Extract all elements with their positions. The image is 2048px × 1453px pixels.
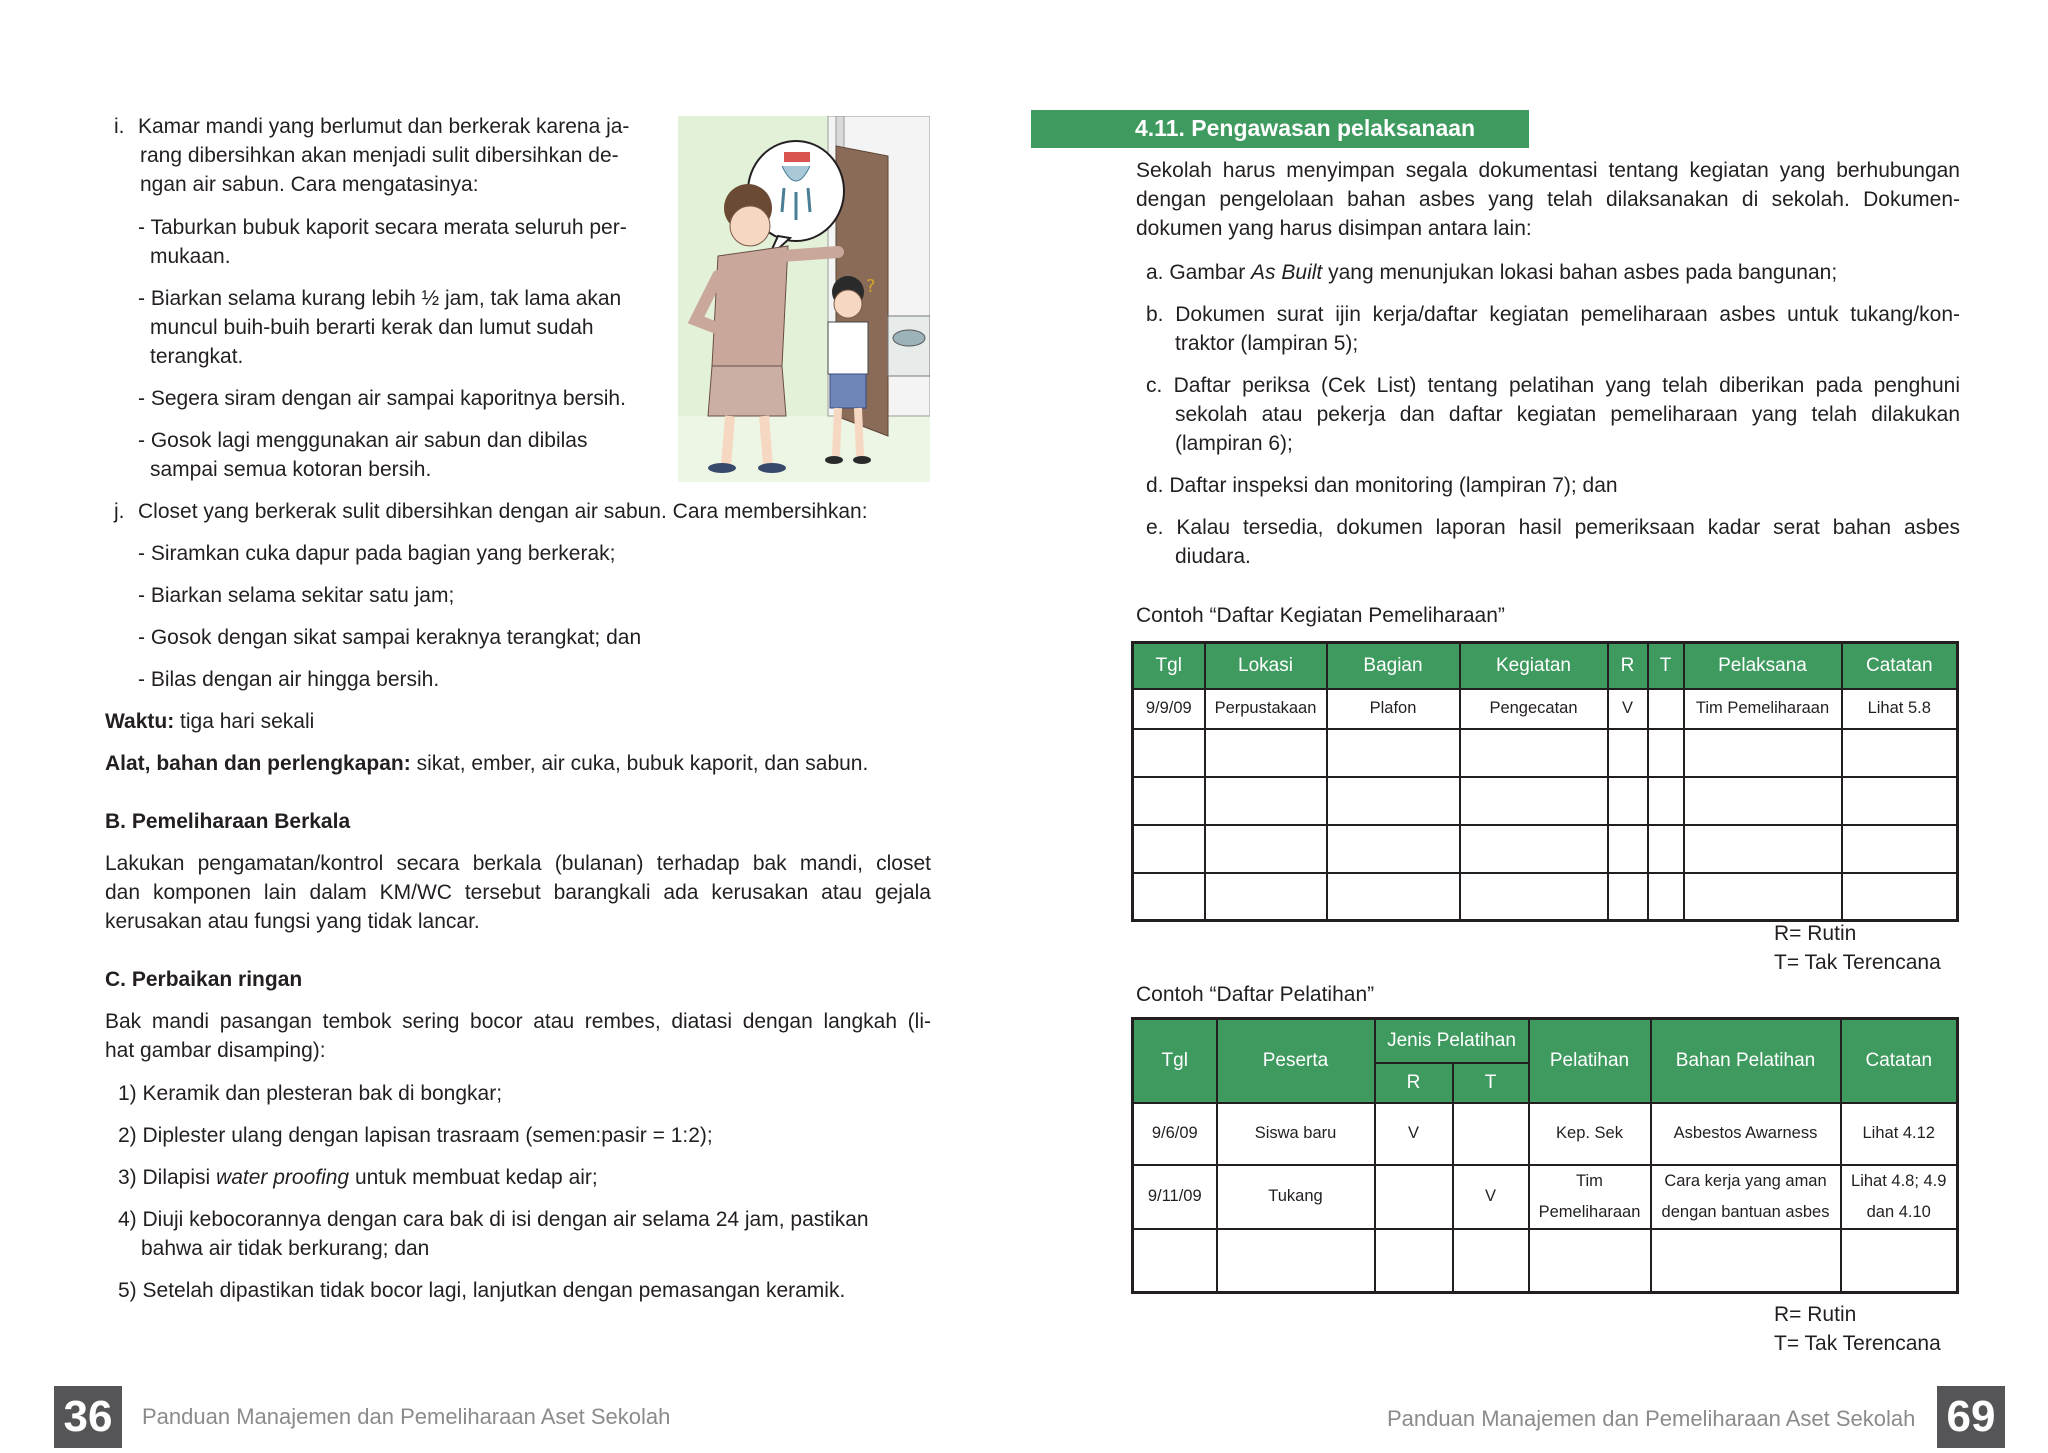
table1-cell [1842,825,1958,873]
section-c-step-5: 5) Setelah dipastikan tidak bocor lagi, lanjutkan dengan pemasangan keramik. [118,1279,846,1302]
table1-cell: Pengecatan [1460,689,1608,729]
bathroom-cleaning-illustration [678,116,930,482]
left-footer-title: Panduan Manajemen dan Pemeliharaan Aset Sekolah [142,1404,671,1429]
doc-c-line-3: (lampiran 6); [1175,432,1293,455]
table1-cell [1133,777,1205,825]
table2-header-t: T [1453,1063,1529,1103]
table1-cell: 9/9/09 [1133,689,1205,729]
table1-cell [1608,729,1648,777]
table1-cell [1460,873,1608,921]
table1-cell [1205,729,1327,777]
section-b-line-3: kerusakan atau fungsi yang tidak lancar. [105,910,480,933]
alat-label: Alat, bahan dan perlengkapan: [105,752,411,775]
table1-cell [1842,873,1958,921]
table1-cell [1205,825,1327,873]
table1-header-kegiatan: Kegiatan [1460,643,1608,689]
table1-header-catatan: Catatan [1842,643,1958,689]
table1-cell [1608,777,1648,825]
table1-cell [1327,825,1460,873]
section-c-step-3-b: water proofing [216,1166,350,1189]
table2-cell: Asbestos Awarness [1651,1103,1841,1165]
table1-header-pelaksana: Pelaksana [1684,643,1842,689]
item-i-line-1: Kamar mandi yang berlumut dan berkerak karena ja- [138,115,630,138]
item-j-text: Closet yang berkerak sulit dibersihkan dengan air sabun. Cara membersihkan: [138,500,868,523]
doc-e-line-1: e. Kalau tersedia, dokumen laporan hasil pemeriksaan kadar serat bahan asbes [1146,516,1960,539]
table1-header-r: R [1608,643,1648,689]
table1-header-row [1133,643,1958,689]
table-row [1133,825,1958,873]
table2-header-jenis: Jenis Pelatihan [1375,1019,1529,1063]
table1-cell [1648,689,1684,729]
table1-cell [1460,825,1608,873]
section-c-step-3 [118,1163,598,1192]
table-row [1133,729,1958,777]
item-i-marker: i. [114,115,125,138]
intro-line-1: Sekolah harus menyimpan segala dokumentasi tentang kegiatan yang berhubungan [1136,159,1960,182]
section-c-step-4-line-1: 4) Diuji kebocorannya dengan cara bak di isi dengan air selama 24 jam, pastikan [118,1208,869,1231]
section-b-body [105,849,931,936]
table1-cell [1133,729,1205,777]
table1-cell [1684,825,1842,873]
item-i-step-1-line-2: mukaan. [150,245,231,268]
doc-b [1146,300,1960,358]
table2-cell: Lihat 4.12 [1841,1103,1958,1165]
table2-legend-t: T= Tak Terencana [1774,1332,1941,1355]
intro-line-2: dengan pengelolaan bahan asbes yang telah dilaksanakan di sekolah. Dokumen- [1136,188,1960,211]
table1-cell [1842,777,1958,825]
item-j-step-2: - Biarkan selama sekitar satu jam; [138,584,455,607]
section-title-bar [1031,110,1529,148]
doc-e-line-2: diudara. [1175,545,1251,568]
item-i-step-2-line-1: - Biarkan selama kurang lebih ½ jam, tak lama akan [138,287,622,310]
item-i-step-2-line-2: muncul buih-buih berarti kerak dan lumut sudah [150,316,594,339]
table1-cell [1460,777,1608,825]
table2-cell [1375,1229,1453,1293]
table2-header-bahan: Bahan Pelatihan [1651,1019,1841,1103]
section-c-step-1: 1) Keramik dan plesteran bak di bongkar; [118,1082,503,1105]
item-i-step-2-line-3: terangkat. [150,345,244,368]
alat-line [105,749,868,778]
doc-a-prefix: a. Gambar [1146,261,1252,284]
table1-caption: Contoh “Daftar Kegiatan Pemeliharaan” [1136,604,1505,627]
table2-cell [1453,1103,1529,1165]
section-title: 4.11. Pengawasan pelaksanaan [1135,115,1476,141]
table1-cell [1608,873,1648,921]
intro-line-3: dokumen yang harus disimpan antara lain: [1136,217,1532,240]
table-row [1133,873,1958,921]
item-i-step-4-line-2: sampai semua kotoran bersih. [150,458,432,481]
table2-caption: Contoh “Daftar Pelatihan” [1136,983,1375,1006]
table2-cell [1133,1229,1217,1293]
doc-d: d. Daftar inspeksi dan monitoring (lampiran 7); dan [1146,474,1618,497]
left-page-number: 36 [54,1386,122,1448]
item-i-line-3: ngan air sabun. Cara mengatasinya: [140,173,479,196]
section-c-heading: C. Perbaikan ringan [105,968,303,991]
table2-header-r: R [1375,1063,1453,1103]
doc-b-line-1: b. Dokumen surat ijin kerja/daftar kegiatan pemeliharaan asbes untuk tukang/kon- [1146,303,1960,326]
table1-header-tgl: Tgl [1133,643,1205,689]
table2-cell: Kep. Sek [1529,1103,1651,1165]
table1-cell: Tim Pemeliharaan [1684,689,1842,729]
table2-cell: Tim Pemeliharaan [1529,1165,1651,1229]
table2-header-tgl: Tgl [1133,1019,1217,1103]
table1-cell [1648,873,1684,921]
table2-header-row-1 [1133,1019,1958,1063]
table1-cell [1460,729,1608,777]
table-row [1133,1103,1958,1165]
section-c-step-3-a: 3) Dilapisi [118,1166,217,1189]
doc-a-italic: As Built [1251,261,1323,284]
intro-paragraph [1136,156,1960,243]
right-footer-title: Panduan Manajemen dan Pemeliharaan Aset Sekolah [1387,1406,1916,1431]
section-c-line-1: Bak mandi pasangan tembok sering bocor atau rembes, diatasi dengan langkah (li- [105,1010,931,1033]
alat-value: sikat, ember, air cuka, bubuk kaporit, dan sabun. [410,752,869,775]
item-j-marker: j. [114,500,125,523]
section-c-step-3-c: untuk membuat kedap air; [349,1166,598,1189]
table2-legend-r: R= Rutin [1774,1303,1857,1326]
table1-cell [1842,729,1958,777]
table1-header-t: T [1648,643,1684,689]
table2-cell: Lihat 4.8; 4.9 dan 4.10 [1841,1165,1958,1229]
table1-cell: Lihat 5.8 [1842,689,1958,729]
table2-cell [1375,1165,1453,1229]
waktu-value: tiga hari sekali [174,710,315,733]
table1-cell [1648,777,1684,825]
table1-cell [1327,729,1460,777]
section-b-line-1: Lakukan pengamatan/kontrol secara berkala (bulanan) terhadap bak mandi, closet [105,852,931,875]
table2-header-catatan: Catatan [1841,1019,1958,1103]
table-row [1133,689,1958,729]
table2-cell: V [1453,1165,1529,1229]
table2-cell: Cara kerja yang aman dengan bantuan asbes [1651,1165,1841,1229]
right-page-number: 69 [1937,1386,2005,1448]
table1-cell [1684,873,1842,921]
doc-b-line-2: traktor (lampiran 5); [1175,332,1359,355]
table2-cell: 9/11/09 [1133,1165,1217,1229]
table2-cell [1651,1229,1841,1293]
table1-cell: V [1608,689,1648,729]
item-i-step-1-line-1: - Taburkan bubuk kaporit secara merata seluruh per- [138,216,627,239]
waktu-line [105,707,314,736]
table2-cell [1217,1229,1375,1293]
doc-a [1146,258,1837,287]
item-i-line-2: rang dibersihkan akan menjadi sulit dibersihkan de- [140,144,619,167]
waktu-label: Waktu: [105,710,175,733]
section-c-step-2: 2) Diplester ulang dengan lapisan trasraam (semen:pasir = 1:2); [118,1124,713,1147]
table2-cell: 9/6/09 [1133,1103,1217,1165]
item-i-step-3-line-1: - Segera siram dengan air sampai kaporitnya bersih. [138,387,626,410]
table1-cell [1327,873,1460,921]
table1-legend-t: T= Tak Terencana [1774,951,1941,974]
section-b-line-2: dan komponen lain dalam KM/WC tersebut barangkali ada kerusakan atau gejala [105,881,931,904]
table1-cell [1648,825,1684,873]
table2-cell [1529,1229,1651,1293]
maintenance-table [1131,641,1959,922]
item-j-step-4: - Bilas dengan air hingga bersih. [138,668,440,691]
table2-header-peserta: Peserta [1217,1019,1375,1103]
table1-legend-r: R= Rutin [1774,922,1857,945]
item-j-step-1: - Siramkan cuka dapur pada bagian yang berkerak; [138,542,616,565]
table1-cell [1327,777,1460,825]
table-row [1133,1229,1958,1293]
doc-c-line-1: c. Daftar periksa (Cek List) tentang pelatihan yang telah diberikan pada penghuni [1146,374,1960,397]
table1-cell [1205,777,1327,825]
item-i-step-4-line-1: - Gosok lagi menggunakan air sabun dan dibilas [138,429,588,452]
table1-cell [1608,825,1648,873]
section-c-line-2: hat gambar disamping): [105,1039,326,1062]
table2-cell: Siswa baru [1217,1103,1375,1165]
table1-cell [1133,873,1205,921]
table1-cell [1133,825,1205,873]
table1-header-lokasi: Lokasi [1205,643,1327,689]
table1-cell [1205,873,1327,921]
table-row [1133,1165,1958,1229]
section-c-body [105,1007,931,1065]
doc-c [1146,371,1960,458]
svg-text:?: ? [866,276,876,297]
table2-cell [1453,1229,1529,1293]
table1-cell [1684,777,1842,825]
table1-cell: Perpustakaan [1205,689,1327,729]
doc-c-line-2: sekolah atau pekerja dan daftar kegiatan pemeliharaan yang telah dilakukan [1175,403,1960,426]
table2-header-pelatihan: Pelatihan [1529,1019,1651,1103]
doc-a-rest: yang menunjukan lokasi bahan asbes pada bangunan; [1322,261,1838,284]
table1-cell: Plafon [1327,689,1460,729]
table2-cell [1841,1229,1958,1293]
section-c-step-4-line-2: bahwa air tidak berkurang; dan [141,1237,430,1260]
table1-cell [1684,729,1842,777]
doc-e [1146,513,1960,571]
table1-cell [1648,729,1684,777]
training-table [1131,1017,1959,1294]
table2-cell: Tukang [1217,1165,1375,1229]
section-b-heading: B. Pemeliharaan Berkala [105,810,351,833]
table2-cell: V [1375,1103,1453,1165]
table1-header-bagian: Bagian [1327,643,1460,689]
table-row [1133,777,1958,825]
item-j-step-3: - Gosok dengan sikat sampai keraknya terangkat; dan [138,626,642,649]
